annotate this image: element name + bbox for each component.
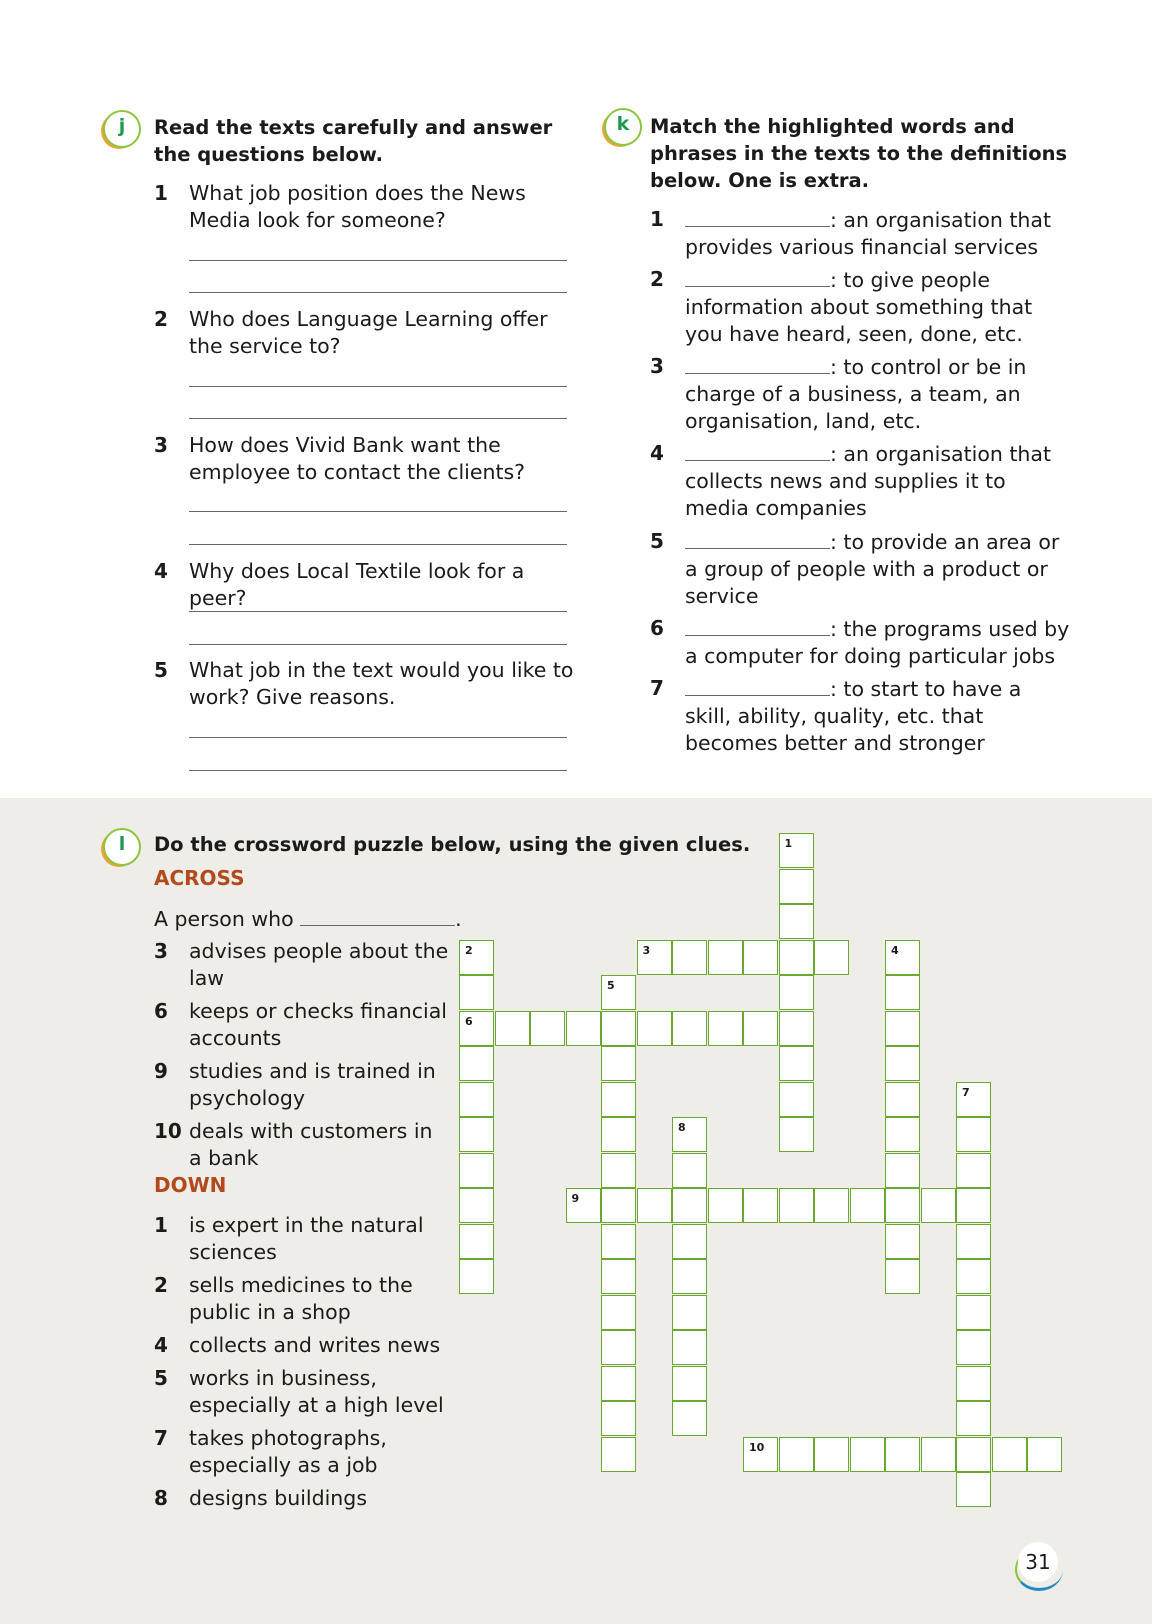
- down-clue-text: is expert in the natural sciences: [189, 1213, 424, 1264]
- section-k-badge: k: [604, 108, 642, 146]
- answer-blank[interactable]: [685, 528, 830, 549]
- across-clue-number: 10: [154, 1119, 182, 1143]
- answer-line[interactable]: [189, 418, 567, 419]
- across-clue-text: advises people about the law: [189, 939, 449, 990]
- answer-blank[interactable]: [685, 206, 830, 227]
- question-text: How does Vivid Bank want the employee to contact the clients?: [189, 433, 526, 484]
- down-clue-number: 8: [154, 1486, 168, 1510]
- definition-text: : an organisation that collects news and supplies it to media companies: [685, 442, 1052, 520]
- down-clue-number: 4: [154, 1333, 168, 1357]
- definition-number: 4: [650, 441, 664, 465]
- question-number: 1: [154, 181, 168, 205]
- across-clue-text: deals with customers in a bank: [189, 1119, 433, 1170]
- down-clue-text: designs buildings: [189, 1486, 367, 1510]
- down-clue-number: 1: [154, 1213, 168, 1237]
- crossword-cell-number: 7: [962, 1085, 970, 1099]
- down-clue-text: collects and writes news: [189, 1333, 441, 1357]
- question-text: Who does Language Learning offer the service to?: [189, 307, 548, 358]
- section-l-badge: l: [103, 828, 141, 866]
- question-number: 5: [154, 658, 168, 682]
- answer-blank[interactable]: [685, 675, 830, 696]
- answer-line[interactable]: [189, 644, 567, 645]
- down-clue-number: 5: [154, 1366, 168, 1390]
- section-k-instruction: Match the highlighted words and phrases in the texts to the definitions below. One is extra.: [650, 115, 1068, 192]
- answer-blank[interactable]: [685, 266, 830, 287]
- answer-line[interactable]: [189, 737, 567, 738]
- definition-text: : the programs used by a computer for doing particular jobs: [685, 617, 1070, 668]
- question-number: 2: [154, 307, 168, 331]
- question-text: What job in the text would you like to work? Give reasons.: [189, 658, 574, 709]
- crossword-cell-number: 10: [749, 1440, 765, 1454]
- down-heading: DOWN: [154, 1173, 227, 1197]
- prompt-blank: [300, 905, 455, 926]
- definition-number: 5: [650, 529, 664, 553]
- definition-text: : to control or be in charge of a business, a team, an organisation, land, etc.: [685, 355, 1027, 433]
- answer-line[interactable]: [189, 544, 567, 545]
- crossword-cell-number: 5: [607, 979, 615, 992]
- question-text: What job position does the News Media look for someone?: [189, 181, 526, 232]
- answer-blank[interactable]: [685, 353, 830, 374]
- down-clue-text: takes photographs, especially as a job: [189, 1426, 387, 1477]
- answer-line[interactable]: [189, 611, 567, 612]
- crossword-cell-number: 6: [465, 1014, 473, 1028]
- across-clue-number: 9: [154, 1059, 168, 1083]
- definition-number: 1: [650, 207, 664, 231]
- answer-line[interactable]: [189, 511, 567, 512]
- definition-number: 3: [650, 354, 664, 378]
- down-clue-text: sells medicines to the public in a shop: [189, 1273, 413, 1324]
- across-clue-number: 6: [154, 999, 168, 1023]
- crossword-cell-number: 1: [784, 837, 793, 850]
- answer-blank[interactable]: [685, 440, 830, 461]
- crossword-cell-number: 8: [678, 1121, 686, 1134]
- section-l-instruction: Do the crossword puzzle below, using the given clues.: [154, 833, 751, 856]
- question-number: 4: [154, 559, 168, 583]
- question-number: 3: [154, 433, 168, 457]
- definition-text: : to start to have a skill, ability, quality, etc. that becomes better and stronger: [685, 677, 1022, 755]
- definition-number: 7: [650, 676, 664, 700]
- down-clue-number: 2: [154, 1273, 168, 1297]
- definition-text: : an organisation that provides various financial services: [685, 208, 1052, 259]
- across-heading: ACROSS: [154, 866, 245, 890]
- crossword-cell-number: 9: [571, 1192, 580, 1205]
- section-j-badge: j: [103, 110, 141, 148]
- across-clue-text: studies and is trained in psychology: [189, 1059, 436, 1110]
- crossword-cell-number: 2: [465, 943, 473, 957]
- answer-line[interactable]: [189, 260, 567, 261]
- definition-number: 6: [650, 616, 664, 640]
- definition-text: : to provide an area or a group of people with a product or service: [685, 530, 1060, 608]
- definition-number: 2: [650, 267, 664, 291]
- answer-line[interactable]: [189, 770, 567, 771]
- answer-line[interactable]: [189, 386, 567, 387]
- down-clue-number: 7: [154, 1426, 168, 1450]
- crossword-cell-number: 3: [642, 943, 651, 957]
- definition-text: : to give people information about something that you have heard, seen, done, etc.: [685, 268, 1033, 346]
- across-clue-text: keeps or checks financial accounts: [189, 999, 447, 1050]
- page-number: 31: [1018, 1542, 1058, 1582]
- section-j-instruction: Read the texts carefully and answer the questions below.: [154, 116, 553, 166]
- down-clue-text: works in business, especially at a high level: [189, 1366, 444, 1417]
- crossword-cell-number: 4: [891, 943, 899, 957]
- question-text: Why does Local Textile look for a peer?: [189, 559, 525, 610]
- across-clue-number: 3: [154, 939, 168, 963]
- answer-line[interactable]: [189, 292, 567, 293]
- clue-prompt: A person who .: [154, 907, 462, 931]
- answer-blank[interactable]: [685, 615, 830, 636]
